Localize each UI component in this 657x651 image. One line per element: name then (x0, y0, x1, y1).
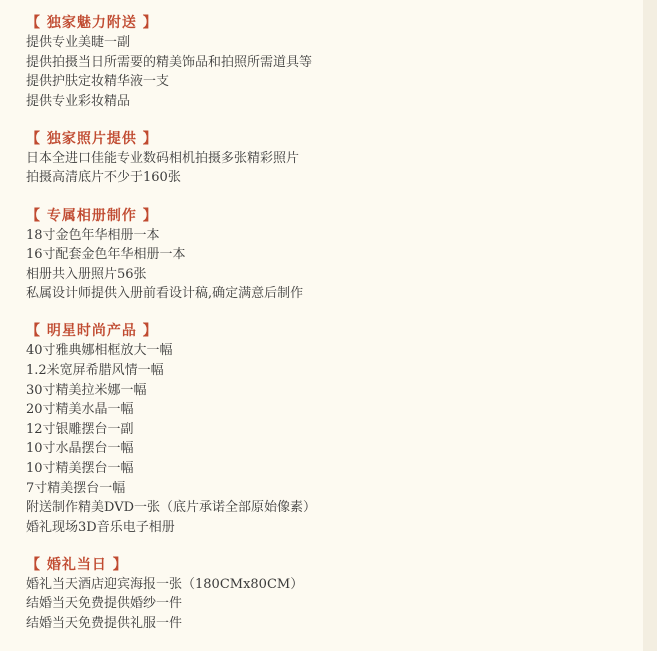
list-item: 1.2米宽屏希腊风情一幅 (26, 363, 164, 379)
item-list (26, 575, 626, 634)
list-item: 结婚当天免费提供礼服一件 (26, 616, 183, 632)
section-exclusive-photos (26, 129, 626, 188)
section-title: 【 专属相册制作 】 (26, 207, 158, 224)
section-album-production (26, 206, 626, 304)
list-item: 12寸银雕摆台一副 (26, 421, 134, 437)
list-item: 拍摄高清底片不少于160张 (26, 170, 181, 186)
section-title: 【 明星时尚产品 】 (26, 323, 158, 340)
list-item: 18寸金色年华相册一本 (26, 227, 160, 243)
item-list (26, 226, 626, 304)
list-item: 10寸精美摆台一幅 (26, 461, 134, 476)
list-item: 私属设计师提供入册前看设计稿,确定满意后制作 (26, 286, 304, 302)
section-title: 【 独家魅力附送 】 (26, 15, 158, 31)
list-item: 提供拍摄当日所需要的精美饰品和拍照所需道具等 (26, 54, 313, 70)
list-item: 结婚当天免费提供婚纱一件 (26, 596, 183, 612)
section-wedding-day (26, 555, 626, 634)
section-title: 【 独家照片提供 】 (26, 130, 158, 147)
section-exclusive-gifts (26, 13, 626, 111)
list-item: 相册共入册照片56张 (26, 266, 147, 282)
list-item: 提供护肤定妆精华液一支 (26, 74, 170, 90)
list-item: 20寸精美水晶一幅 (26, 402, 134, 418)
list-item: 7寸精美摆台一幅 (26, 480, 126, 496)
section-star-products (26, 321, 626, 537)
list-item: 婚礼现场3D音乐电子相册 (26, 519, 175, 535)
list-item: 婚礼当天酒店迎宾海报一张（180CMx80CM） (26, 576, 304, 592)
section-title: 【 婚礼当日 】 (26, 556, 128, 573)
item-list (26, 341, 626, 537)
list-item: 16寸配套金色年华相册一本 (26, 247, 186, 263)
list-item: 提供专业彩妆精品 (26, 93, 131, 109)
list-item: 附送制作精美DVD一张（底片承诺全部原始像素） (26, 500, 317, 516)
list-item: 日本全进口佳能专业数码相机拍摄多张精彩照片 (26, 150, 300, 166)
page-edge (643, 0, 657, 651)
list-item: 30寸精美拉米娜一幅 (26, 382, 147, 398)
list-item: 10寸水晶摆台一幅 (26, 441, 134, 457)
list-item: 40寸雅典娜相框放大一幅 (26, 343, 173, 359)
list-item: 提供专业美睫一副 (26, 35, 131, 50)
item-list (26, 149, 626, 188)
package-content (26, 13, 626, 651)
item-list (26, 33, 626, 111)
